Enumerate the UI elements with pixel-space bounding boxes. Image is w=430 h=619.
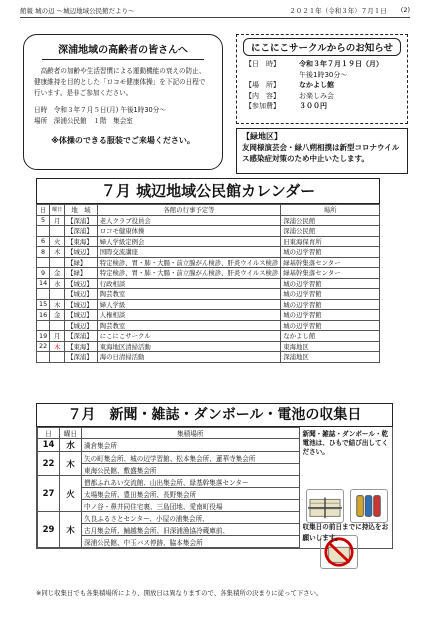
calendar-dow	[50, 257, 65, 268]
batteries-image	[350, 489, 388, 523]
calendar-day	[37, 257, 50, 268]
calendar-dow: 金	[50, 268, 65, 279]
calendar-dow: 月	[50, 215, 65, 226]
calendar-place: 旧東海保育所	[281, 236, 380, 247]
collection-header-dow: 曜日	[60, 428, 82, 439]
collection-dow: 木	[60, 512, 82, 548]
calendar-region: 【城辺】	[65, 299, 98, 310]
circle-key: 【内 容】	[245, 91, 280, 100]
calendar-row	[37, 236, 380, 247]
collection-place: 太場集会所、豊田集会所、長野集会所	[82, 488, 300, 500]
collection-dow: 木	[60, 452, 82, 476]
issue-date: ２０２１年（令和３年）７月１日	[289, 7, 387, 15]
calendar-place: 緑基幹集落センター	[281, 268, 380, 279]
collection-row	[38, 476, 300, 488]
circle-notice-box	[236, 34, 408, 124]
calendar-row	[37, 299, 380, 310]
cancellation-text: 友岡様演芸会・緑八朔相撲は新型コロナウイルス感染症対策のため中止いたします。	[242, 143, 400, 163]
calendar-event: ロコモ健康体操	[97, 226, 281, 237]
calendar-row	[37, 257, 380, 268]
calendar-place: 城の辺学習館	[281, 289, 380, 300]
calendar-header-region: 地 域	[65, 205, 98, 216]
circle-key: 【場 所】	[245, 81, 280, 89]
calendar-place: 緑基幹集落センター	[281, 257, 380, 268]
elderly-notice-place: 場所 深浦公民館 １階 集会室	[34, 117, 133, 125]
calendar-table	[36, 204, 380, 363]
cancellation-region: 【緑地区】	[242, 132, 282, 141]
calendar-event: 陶芸教室	[97, 289, 281, 300]
calendar-row	[37, 215, 380, 226]
elderly-notice-box	[23, 34, 223, 170]
collection-place: 古月集会所、鯆越集会所、旧深浦漁協冷蔵庫前、	[82, 524, 300, 536]
collection-dow: 火	[60, 476, 82, 512]
calendar-region: 【緑】	[65, 257, 98, 268]
elderly-notice-body: 高齢者の加齢や生活習慣による運動機能の衰えの防止、健康維持を目的とした「ロコモ健康体操」を下記の日程で行います。是非ご参加ください。	[34, 67, 206, 97]
collection-day: 14	[38, 439, 60, 452]
collection-side-top: 新聞・雑誌・ダンボール・乾電池は、ひもで結び出してください。	[302, 430, 389, 456]
circle-notice-details	[243, 59, 385, 112]
calendar-dow	[50, 289, 65, 300]
calendar-event: 国際交流講座	[97, 247, 281, 258]
calendar-day	[37, 320, 50, 331]
newspaper-bundle-image	[306, 489, 344, 523]
calendar-dow: 月	[50, 331, 65, 342]
calendar-row	[37, 331, 380, 342]
calendar-event: 人権相談	[97, 310, 281, 321]
circle-value: お楽しみ会	[299, 91, 334, 100]
calendar-region: 【深浦】	[65, 226, 98, 237]
collection-place: 中ノ谷・鼻井同住宅裏、三島団地、愛南町役場	[82, 500, 300, 512]
calendar-row	[37, 268, 380, 279]
elderly-notice-title: 深浦地域の高齢者の皆さんへ	[42, 41, 204, 60]
collection-place: 東海公民館、敷盛集会所	[82, 464, 300, 476]
calendar-dow	[50, 320, 65, 331]
calendar-event: 特定検診、胃・肺・大腸・前立腺がん検診、肝炎ウイルス検診	[97, 257, 281, 268]
calendar-day: 16	[37, 310, 50, 321]
calendar-place: 城の辺学習館	[281, 310, 380, 321]
calendar-dow: 木	[50, 341, 65, 352]
calendar-region: 【東海】	[65, 341, 98, 352]
calendar-day	[37, 226, 50, 237]
calendar-place: なかよし館	[281, 331, 380, 342]
calendar-region: 【城辺】	[65, 289, 98, 300]
calendar-event: 陶芸教室	[97, 320, 281, 331]
elderly-notice-note: ※体操のできる服装でご来場ください。	[51, 136, 195, 145]
collection-row	[38, 439, 300, 452]
collection-place: 僧都ふれあい交流館、山出集会所、緑基幹集落センター	[82, 476, 300, 488]
collection-row	[38, 452, 300, 464]
calendar-section	[36, 178, 380, 363]
calendar-region: 【城辺】	[65, 247, 98, 258]
calendar-event: 婦人学級定例会	[97, 236, 281, 247]
collection-row	[38, 512, 300, 524]
collection-table	[37, 427, 300, 548]
calendar-row	[37, 278, 380, 289]
calendar-event: 老人クラブ役員会	[97, 215, 281, 226]
calendar-row	[37, 289, 380, 300]
calendar-header-place: 場所	[281, 205, 380, 216]
circle-key	[243, 70, 297, 81]
calendar-row	[37, 341, 380, 352]
calendar-dow	[50, 352, 65, 363]
elderly-notice-date: 日時 令和３年７月５日(月) 午後1時30分～	[34, 106, 166, 114]
calendar-place: 深浦公民館	[281, 226, 380, 237]
circle-key: 【参加費】	[245, 102, 280, 110]
calendar-region: 【城辺】	[65, 320, 98, 331]
calendar-place: 城の辺学習館	[281, 278, 380, 289]
calendar-event: 婦人学級	[97, 299, 281, 310]
circle-value: 令和３年７月１９日（月）	[299, 60, 383, 68]
calendar-header-day: 日	[37, 205, 50, 216]
collection-header-day: 日	[38, 428, 60, 439]
calendar-dow: 金	[50, 310, 65, 321]
page-header	[20, 6, 410, 18]
calendar-event: 行政相談	[97, 278, 281, 289]
calendar-day: 22	[37, 341, 50, 352]
calendar-row	[37, 320, 380, 331]
calendar-dow: 水	[50, 278, 65, 289]
calendar-dow	[50, 226, 65, 237]
calendar-dow: 木	[50, 247, 65, 258]
newsletter-name: 館報 城の辺 ～城辺地域公民館だより～	[20, 7, 135, 15]
calendar-row	[37, 310, 380, 321]
calendar-day: 9	[37, 268, 50, 279]
calendar-place: 深浦地区	[281, 352, 380, 363]
calendar-event: にこにこサークル	[97, 331, 281, 342]
collection-side-bottom: 収集日の前日までに持込をお願いします。	[302, 523, 389, 542]
calendar-place: 深浦公民館	[281, 215, 380, 226]
calendar-region: 【城辺】	[65, 278, 98, 289]
calendar-day: 14	[37, 278, 50, 289]
calendar-row	[37, 247, 380, 258]
calendar-region: 【東海】	[65, 236, 98, 247]
calendar-event: 海の日清掃活動	[97, 352, 281, 363]
calendar-header-event: 各館の行事予定等	[97, 205, 281, 216]
circle-value: なかよし館	[299, 81, 334, 89]
collection-title: ７月 新聞・雑誌・ダンボール・電池の収集日	[36, 403, 393, 427]
collection-place: 矢の町集会所、城の辺学習館、松本集会所、蓮華寺集会所	[82, 452, 300, 464]
collection-place: 深浦公民館、中玉バス停跡、脇本集会所	[82, 536, 300, 548]
calendar-row	[37, 352, 380, 363]
collection-day: 27	[38, 476, 60, 512]
calendar-day: 5	[37, 215, 50, 226]
calendar-place: 城の辺学習館	[281, 320, 380, 331]
calendar-day	[37, 352, 50, 363]
calendar-place: 城の辺学習館	[281, 299, 380, 310]
collection-place: 久良ふるさとセンター、小屋の浦集会所、	[82, 512, 300, 524]
calendar-dow: 木	[50, 299, 65, 310]
collection-footnote: ※同じ収集日でも各集積場所により、開放日は異なりますので、各集積所の決まりに従って下さい。	[36, 589, 323, 597]
calendar-dow: 火	[50, 236, 65, 247]
cancellation-notice	[236, 128, 408, 174]
calendar-region: 【深浦】	[65, 352, 98, 363]
calendar-row	[37, 226, 380, 237]
calendar-title: ７月 城辺地域公民館カレンダー	[36, 178, 380, 204]
calendar-region: 【緑】	[65, 268, 98, 279]
circle-key: 【日 時】	[245, 60, 280, 68]
calendar-day: 15	[37, 299, 50, 310]
calendar-event: 東海地区清掃活動	[97, 341, 281, 352]
page-number: (2)	[400, 6, 410, 14]
calendar-day: 19	[37, 331, 50, 342]
circle-value: ３００円	[299, 102, 327, 110]
calendar-day	[37, 289, 50, 300]
calendar-region: 【城辺】	[65, 310, 98, 321]
calendar-header-dow: 曜日	[50, 205, 65, 216]
calendar-place: 城の辺学習館	[281, 247, 380, 258]
collection-place: 満倉集会所	[82, 439, 300, 452]
calendar-place: 東海地区	[281, 341, 380, 352]
collection-section	[36, 403, 393, 549]
collection-day: 22	[38, 452, 60, 476]
circle-value: 午後1時30分～	[299, 70, 348, 79]
collection-dow: 水	[60, 439, 82, 452]
collection-header-place: 集積場所	[82, 428, 300, 439]
circle-notice-title: にこにこサークルからのお知らせ	[243, 38, 401, 56]
collection-side-panel	[300, 427, 393, 548]
calendar-day: 6	[37, 236, 50, 247]
calendar-region: 【深浦】	[65, 331, 98, 342]
collection-day: 29	[38, 512, 60, 548]
calendar-region: 【深浦】	[65, 215, 98, 226]
calendar-day: 8	[37, 247, 50, 258]
calendar-event: 特定検診、胃・肺・大腸・前立腺がん検診、肝炎ウイルス検診	[97, 268, 281, 279]
